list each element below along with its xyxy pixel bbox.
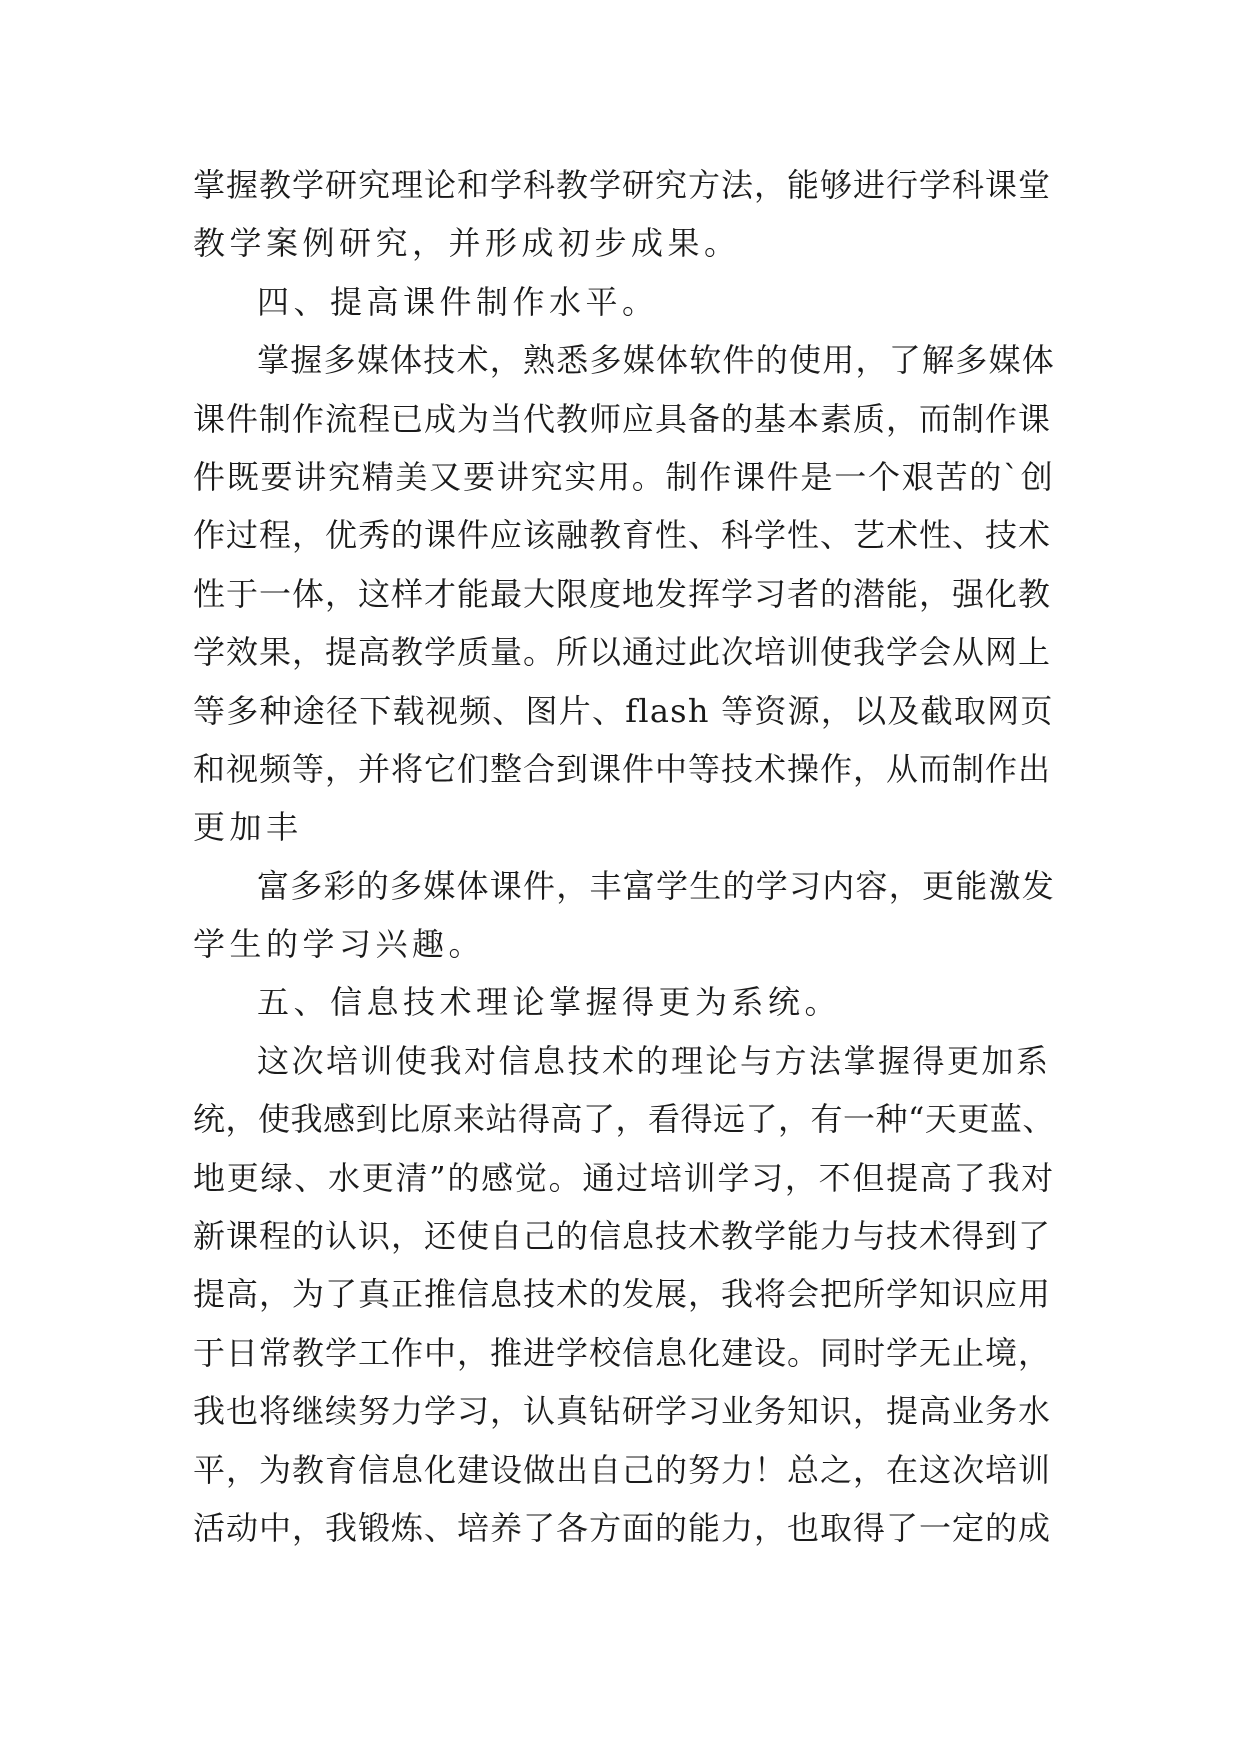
text-line: 掌握教学研究理论和学科教学研究方法，能够进行学科课堂: [193, 166, 1052, 204]
text-line: 我也将继续努力学习，认真钻研学习业务知识，提高业务水: [193, 1392, 1052, 1431]
text-line: 和视频等，并将它们整合到课件中等技术操作，从而制作出: [193, 749, 1052, 788]
text-line: 于日常教学工作中，推进学校信息化建设。同时学无止境，: [193, 1333, 1052, 1372]
text-line: 等多种途径下载视频、图片、flash 等资源，以及截取网页: [193, 691, 1054, 730]
section-heading-5: 五、信息技术理论掌握得更为系统。: [257, 983, 842, 1022]
text-line: 性于一体，这样才能最大限度地发挥学习者的潜能，强化教: [193, 574, 1052, 613]
text-line: 课件制作流程已成为当代教师应具备的基本素质，而制作课: [193, 399, 1052, 438]
text-line: 活动中，我锻炼、培养了各方面的能力，也取得了一定的成: [193, 1508, 1052, 1547]
text-line: 统，使我感到比原来站得高了，看得远了，有一种“天更蓝、: [193, 1100, 1055, 1139]
text-line: 教学案例研究，并形成初步成果。: [193, 224, 741, 263]
text-line: 学效果，提高教学质量。所以通过此次培训使我学会从网上: [193, 633, 1052, 672]
text-line: 平，为教育信息化建设做出自己的努力！总之，在这次培训: [193, 1450, 1052, 1489]
text-line: 富多彩的多媒体课件，丰富学生的学习内容，更能激发: [257, 866, 1056, 905]
text-line: 件既要讲究精美又要讲究实用。制作课件是一个艰苦的`创: [193, 457, 1055, 496]
text-line: 更加丰: [193, 808, 303, 847]
body-text: [193, 156, 1055, 1557]
text-line: 作过程，优秀的课件应该融教育性、科学性、艺术性、技术: [193, 516, 1052, 555]
section-heading-4: 四、提高课件制作水平。: [257, 282, 659, 321]
text-line: 学生的学习兴趣。: [193, 925, 486, 964]
text-line: 这次培训使我对信息技术的理论与方法掌握得更加系: [257, 1041, 1051, 1080]
text-line: 地更绿、水更清”的感觉。通过培训学习，不但提高了我对: [193, 1158, 1055, 1197]
text-line: 掌握多媒体技术，熟悉多媒体软件的使用，了解多媒体: [257, 341, 1056, 380]
text-line: 新课程的认识，还使自己的信息技术教学能力与技术得到了: [193, 1217, 1052, 1256]
text-line: 提高，为了真正推信息技术的发展，我将会把所学知识应用: [193, 1275, 1052, 1314]
